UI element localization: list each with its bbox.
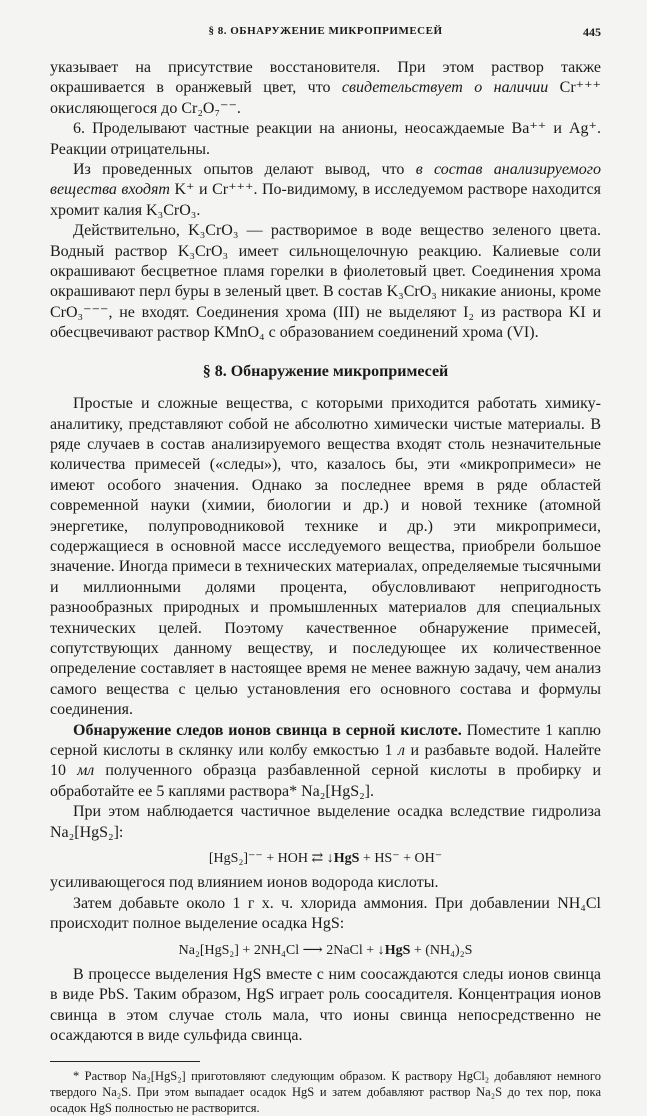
hydrolysis-paragraph: При этом наблюдается частичное выделение осадка вследствие гидролиза Na₂[HgS₂]: xyxy=(50,803,601,841)
coprecipitation-paragraph: В процессе выделения HgS вместе с ним соосаждаются следы ионов свинца в виде PbS. Таким образом, HgS играет роль соосадителя. Концентрация ионов свинца в этом случае столь мала, что ионы свинца непосредственно не осаждаются в виде сульфида свинца. xyxy=(50,966,601,1045)
page-number: 445 xyxy=(583,25,601,39)
page-body xyxy=(50,58,601,1116)
top-paragraph: указывает на присутствие восстановителя. При этом раствор также окрашивается в оранжевый цвет, что свидетельствует о наличии Cr⁺⁺⁺ окисляющегося до Cr₂O₇⁻⁻. xyxy=(50,59,601,117)
precipitation-equation: Na₂[HgS₂] + 2NH₄Cl ⟶ 2NaCl + ↓HgS + (NH₄)₂S xyxy=(178,942,473,958)
hydrolysis-equation: [HgS₂]⁻⁻ + HOH ⇄ ↓HgS + HS⁻ + OH⁻ xyxy=(208,851,443,867)
lead-detection-paragraph: Обнаружение следов ионов свинца в серной кислоте. Поместите 1 каплю серной кислоты в склянку или колбу емкостью 1 л и разбавьте водой. Налейте 10 мл полученного образца разбавленной серной кислоты в пробирку и обработайте ее 5 каплями раствора* Na₂[HgS₂]. xyxy=(50,721,602,800)
item-6-paragraph: 6. Проделывают частные реакции на анионы, неосаждаемые Ba⁺⁺ и Ag⁺. Реакции отрицательны. xyxy=(50,120,601,158)
intro-paragraph: Простые и сложные вещества, с которыми приходится работать химику-аналитику, представляют собой не абсолютно химически чистые материалы. В ряде случаев в состав анализируемого вещества входят столь незначительные количества примесей («следы»), что, казалось бы, эти «микропримеси» не имеют особого значения. Однако за последнее время в ряде областей современной науки (химии, биологии и др.) и новой технике (атомной энергетике, полупроводниковой технике и др.) эти микропримеси, содержащиеся в основной массе исследуемого вещества, приобрели большое значение. Иногда примеси в технических материалах, определяемые тысячными и миллионными долями процента, обусловливают непригодность разнообразных природных и промышленных материалов для специальных технических целей. Поэтому качественное обнаружение примесей, сопутствующих данному веществу, и последующее их количественное определение составляет в настоящее время не менее важную задачу, чем анализ самого вещества с целью установления его основного состава и формулы соединения. xyxy=(50,395,601,719)
ammonium-paragraph: Затем добавьте около 1 г х. ч. хлорида аммония. При добавлении NH₄Cl происходит полное выделение осадка HgS: xyxy=(50,894,601,933)
description-paragraph: Действительно, K₃CrO₃ — растворимое в воде вещество зеленого цвета. Водный раствор K₃CrO₃ имеет сильнощелочную реакцию. Калиевые соли окрашивают бесцветное пламя горелки в фиолетовый цвет. Соединения хрома окрашивают перл буры в зеленый цвет. В состав K₃CrO₃ никакие анионы, кроме CrO₃⁻⁻⁻, не входят. Соединения хрома (III) не выделяют I₂ из раствора KI и обесцвечивают раствор KMnO₄ с образованием соединений хрома (VI). xyxy=(50,222,601,342)
footnote-divider xyxy=(50,1061,200,1062)
conclusion-paragraph: Из проведенных опытов делают вывод, что в состав анализируемого вещества входят K⁺ и Cr⁺⁺⁺. По-видимому, в исследуемом растворе находится хромит калия K₃CrO₃. xyxy=(50,161,601,219)
section-heading: § 8. Обнаружение микропримесей xyxy=(202,362,449,380)
footnote: * Раствор Na₂[HgS₂] приготовляют следующим образом. К раствору HgCl₂ добавляют немного твердого Na₂S. При этом выпадает осадок HgS и затем добавляют раствор Na₂S до тех пор, пока осадок HgS полностью не растворится. xyxy=(50,1068,601,1115)
running-head-title: § 8. ОБНАРУЖЕНИЕ МИКРОПРИМЕСЕЙ xyxy=(208,25,443,37)
running-head xyxy=(50,25,601,43)
intensified-paragraph: усиливающегося под влиянием ионов водорода кислоты. xyxy=(50,874,439,892)
